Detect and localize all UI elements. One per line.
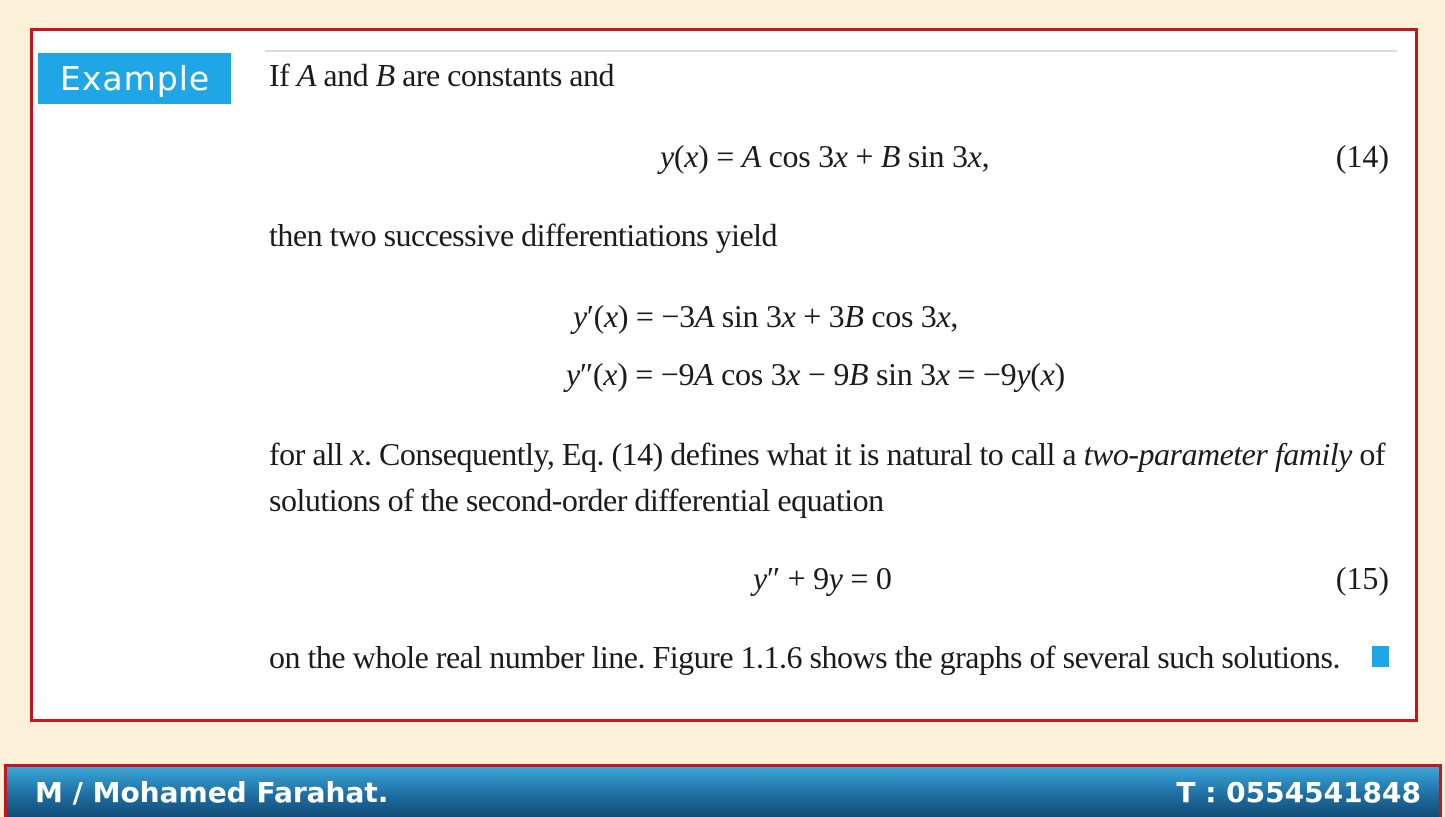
text-line-2: then two successive differentiations yield: [269, 217, 778, 253]
equation-second-derivative: y″(x) = −9A cos 3x − 9B sin 3x = −9y(x): [566, 356, 1065, 392]
example-label: Example 9: [38, 53, 231, 104]
phone-number: T : 0554541848: [1176, 776, 1421, 809]
equation-first-derivative: y′(x) = −3A sin 3x + 3B cos 3x,: [573, 298, 959, 334]
end-of-example-marker: [1372, 646, 1389, 667]
equation-15: y″ + 9y = 0: [753, 560, 892, 596]
equation-number-14: (14): [1335, 138, 1389, 174]
example-panel: [30, 28, 1418, 722]
top-rule: [265, 50, 1397, 52]
author-name: M / Mohamed Farahat.: [35, 776, 389, 809]
paragraph-line-2: solutions of the second-order differential equation: [269, 482, 884, 518]
equation-number-15: (15): [1335, 560, 1389, 596]
intro-line: If A and B are constants and: [269, 57, 614, 93]
equation-14: y(x) = A cos 3x + B sin 3x,: [660, 138, 990, 174]
closing-line: on the whole real number line. Figure 1.1.6 shows the graphs of several such solutions.: [269, 639, 1340, 675]
footer-bar: [4, 764, 1442, 817]
paragraph-line-1: for all x. Consequently, Eq. (14) defines what it is natural to call a two-parameter family of: [269, 436, 1385, 472]
